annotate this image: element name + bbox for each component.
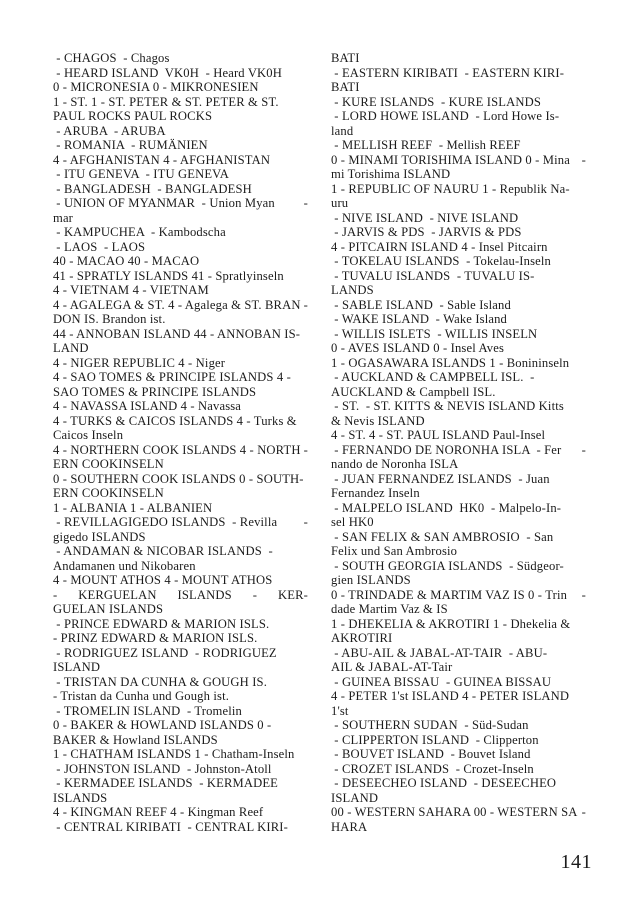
text-line: ERN COOKINSELN xyxy=(53,457,164,471)
text-line: - SAN FELIX & SAN AMBROSIO - San xyxy=(331,529,554,544)
text-line: - TOKELAU ISLANDS - Tokelau-Inseln xyxy=(331,254,551,268)
text-line: - Tristan da Cunha und Gough ist. xyxy=(53,689,230,703)
text-line: - WILLIS ISLETS - WILLIS INSELN xyxy=(331,326,538,341)
text-line: ERN COOKINSELN xyxy=(53,486,164,500)
text-line: - CLIPPERTON ISLAND - Clipperton xyxy=(331,732,539,747)
text-line: - ABU-AIL & JABAL-AT-TAIR - ABU- xyxy=(331,645,548,660)
text-line: - RODRIGUEZ ISLAND - RODRIGUEZ xyxy=(53,645,277,660)
text-line: 1 - REPUBLIC OF NAURU 1 - Republik Na- xyxy=(331,181,570,196)
text-line: 1 - OGASAWARA ISLANDS 1 - Bonininseln xyxy=(331,355,570,370)
text-line: - TUVALU ISLANDS - TUVALU IS- xyxy=(331,268,535,283)
text-line: - JOHNSTON ISLAND - Johnston-Atoll xyxy=(53,761,272,776)
text-line: 0 - MINAMI TORISHIMA ISLAND 0 - Mina - xyxy=(331,152,586,167)
text-line: 4 - NORTHERN COOK ISLANDS 4 - NORTH - xyxy=(53,442,308,457)
text-line: AUCKLAND & Campbell ISL. xyxy=(331,384,496,399)
text-line: 4 - AFGHANISTAN 4 - AFGHANISTAN xyxy=(53,152,271,167)
page-number: 141 xyxy=(560,851,592,873)
text-line: LAND xyxy=(53,341,89,355)
text-line: mi Torishima ISLAND xyxy=(331,167,451,181)
text-line: ISLAND xyxy=(331,790,379,805)
text-line: 1 - ALBANIA 1 - ALBANIEN xyxy=(53,500,213,515)
text-line: 40 - MACAO 40 - MACAO xyxy=(53,254,200,268)
text-line: - REVILLAGIGEDO ISLANDS - Revilla - xyxy=(53,515,308,529)
text-line: 4 - TURKS & CAICOS ISLANDS 4 - Turks & xyxy=(53,413,297,428)
text-line: - PRINCE EDWARD & MARION ISLS. xyxy=(53,616,270,631)
text-line: - SOUTH GEORGIA ISLANDS - Südgeor- xyxy=(331,558,564,573)
text-line: LANDS xyxy=(331,283,374,297)
text-line: - BOUVET ISLAND - Bouvet Island xyxy=(331,747,531,761)
text-line: - ANDAMAN & NICOBAR ISLANDS - xyxy=(53,544,273,558)
text-line: SAO TOMES & PRINCIPE ISLANDS xyxy=(53,384,257,399)
text-line: - EASTERN KIRIBATI - EASTERN KIRI- xyxy=(331,65,565,80)
text-line: HARA xyxy=(331,819,368,834)
text-line: 4 - VIETNAM 4 - VIETNAM xyxy=(53,283,209,297)
text-line: 4 - PETER 1'st ISLAND 4 - PETER ISLAND xyxy=(331,689,570,703)
text-line: BATI xyxy=(331,80,360,94)
left-column xyxy=(53,51,308,834)
text-line: - MELLISH REEF - Mellish REEF xyxy=(331,138,521,152)
text-line: dade Martim Vaz & IS xyxy=(331,602,448,616)
text-line: - MALPELO ISLAND HK0 - Malpelo-In- xyxy=(331,500,562,515)
text-line: AIL & JABAL-AT-Tair xyxy=(331,660,453,674)
text-line: 4 - NAVASSA ISLAND 4 - Navassa xyxy=(53,399,242,413)
text-line: - ROMANIA - RUMÄNIEN xyxy=(53,138,208,152)
text-line: - BANGLADESH - BANGLADESH xyxy=(53,181,252,196)
text-line: - SABLE ISLAND - Sable Island xyxy=(331,297,511,312)
text-line: - FERNANDO DE NORONHA ISLA - Fer - xyxy=(331,442,586,457)
text-line: 44 - ANNOBAN ISLAND 44 - ANNOBAN IS- xyxy=(53,326,301,341)
text-line: - CENTRAL KIRIBATI - CENTRAL KIRI- xyxy=(53,819,288,834)
text-line: 41 - SPRATLY ISLANDS 41 - Spratlyinseln xyxy=(53,268,284,283)
text-line: DON IS. Brandon ist. xyxy=(53,312,166,326)
text-line: Fernandez Inseln xyxy=(331,486,420,500)
text-line: - TROMELIN ISLAND - Tromelin xyxy=(53,703,242,718)
text-line: 0 - SOUTHERN COOK ISLANDS 0 - SOUTH- xyxy=(53,471,304,486)
text-line: - LAOS - LAOS xyxy=(53,239,146,254)
text-line: - TRISTAN DA CUNHA & GOUGH IS. xyxy=(53,674,268,689)
text-line: 4 - SAO TOMES & PRINCIPE ISLANDS 4 - xyxy=(53,370,291,384)
text-line: - JUAN FERNANDEZ ISLANDS - Juan xyxy=(331,471,550,486)
text-line: gien ISLANDS xyxy=(331,573,411,587)
text-line: - SOUTHERN SUDAN - Süd-Sudan xyxy=(331,718,529,732)
text-line: 1'st xyxy=(331,703,349,718)
text-line: AKROTIRI xyxy=(331,631,393,645)
text-line: nando de Noronha ISLA xyxy=(331,457,459,471)
text-line: - KURE ISLANDS - KURE ISLANDS xyxy=(331,94,541,109)
text-line: BATI xyxy=(331,51,360,65)
text-line: ISLANDS xyxy=(53,790,108,805)
text-line: 4 - ST. 4 - ST. PAUL ISLAND Paul-Insel xyxy=(331,428,546,442)
text-line: 4 - NIGER REPUBLIC 4 - Niger xyxy=(53,355,226,370)
text-line: 00 - WESTERN SAHARA 00 - WESTERN SA - xyxy=(331,805,586,819)
text-line: - UNION OF MYANMAR - Union Myan - xyxy=(53,196,308,210)
right-column xyxy=(331,51,586,834)
text-line: gigedo ISLANDS xyxy=(53,529,146,544)
text-line: Andamanen und Nikobaren xyxy=(53,558,196,573)
text-line: - PRINZ EDWARD & MARION ISLS. xyxy=(53,631,258,645)
text-line: - CROZET ISLANDS - Crozet-Inseln xyxy=(331,761,534,776)
text-line: PAUL ROCKS PAUL ROCKS xyxy=(53,109,213,123)
text-line: - WAKE ISLAND - Wake Island xyxy=(331,312,507,326)
text-line: ISLAND xyxy=(53,660,101,674)
text-line: sel HK0 xyxy=(331,515,374,529)
text-line: 0 - AVES ISLAND 0 - Insel Aves xyxy=(331,341,504,355)
text-line: - KERGUELAN ISLANDS - KER- xyxy=(53,587,308,602)
text-line: - ARUBA - ARUBA xyxy=(53,123,166,138)
text-line: 0 - TRINDADE & MARTIM VAZ IS 0 - Trin - xyxy=(331,587,586,602)
text-line: - DESEECHEO ISLAND - DESEECHEO xyxy=(331,776,557,790)
text-line: - LORD HOWE ISLAND - Lord Howe Is- xyxy=(331,109,560,123)
text-line: - GUINEA BISSAU - GUINEA BISSAU xyxy=(331,674,552,689)
text-line: 1 - ST. 1 - ST. PETER & ST. PETER & ST. xyxy=(53,94,279,109)
text-line: - ST. - ST. KITTS & NEVIS ISLAND Kitts xyxy=(331,399,564,413)
text-line: - AUCKLAND & CAMPBELL ISL. - xyxy=(331,370,535,384)
text-line: - KERMADEE ISLANDS - KERMADEE xyxy=(53,776,279,790)
text-line: Caicos Inseln xyxy=(53,428,124,442)
text-line: - NIVE ISLAND - NIVE ISLAND xyxy=(331,210,519,225)
text-line: - ITU GENEVA - ITU GENEVA xyxy=(53,167,230,181)
text-line: 1 - DHEKELIA & AKROTIRI 1 - Dhekelia & xyxy=(331,616,571,631)
text-line: BAKER & Howland ISLANDS xyxy=(53,732,218,747)
text-columns xyxy=(53,51,586,834)
text-line: 4 - KINGMAN REEF 4 - Kingman Reef xyxy=(53,805,264,819)
text-line: - HEARD ISLAND VK0H - Heard VK0H xyxy=(53,65,282,80)
text-line: uru xyxy=(331,196,349,210)
text-line: 4 - PITCAIRN ISLAND 4 - Insel Pitcairn xyxy=(331,239,548,254)
text-line: 4 - MOUNT ATHOS 4 - MOUNT ATHOS xyxy=(53,573,273,587)
text-line: 1 - CHATHAM ISLANDS 1 - Chatham-Inseln xyxy=(53,747,295,761)
text-line: mar xyxy=(53,210,74,225)
text-line: 0 - BAKER & HOWLAND ISLANDS 0 - xyxy=(53,718,272,732)
text-line: GUELAN ISLANDS xyxy=(53,602,164,616)
text-line: land xyxy=(331,123,354,138)
text-line: - JARVIS & PDS - JARVIS & PDS xyxy=(331,225,522,239)
text-line: 0 - MICRONESIA 0 - MIKRONESIEN xyxy=(53,80,259,94)
text-line: Felix und San Ambrosio xyxy=(331,544,458,558)
text-line: - CHAGOS - Chagos xyxy=(53,51,170,65)
text-line: & Nevis ISLAND xyxy=(331,413,425,428)
text-line: - KAMPUCHEA - Kambodscha xyxy=(53,225,226,239)
text-line: 4 - AGALEGA & ST. 4 - Agalega & ST. BRAN - xyxy=(53,297,308,312)
